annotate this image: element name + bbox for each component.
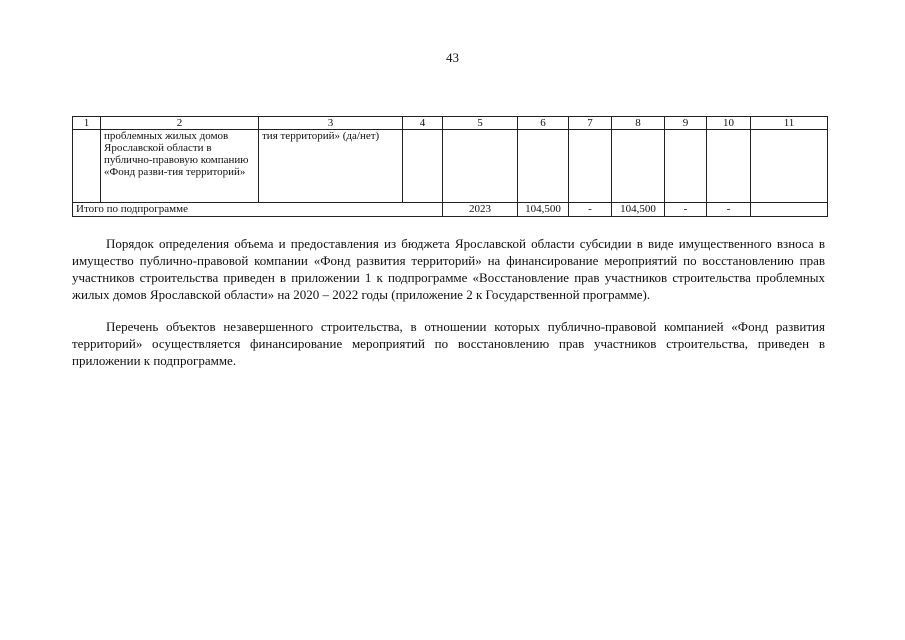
table-header-row [73, 117, 828, 130]
total-col11 [751, 203, 828, 217]
total-col7: - [569, 203, 612, 217]
paragraph-text: Перечень объектов незавершенного строительства, в отношении которых публично-правовой компанией «Фонд развития территорий» осуществляется финансирование мероприятий по восстановлению прав участников строительства, приведен в приложении к подпрограмме. [72, 319, 825, 368]
table-cell [665, 130, 707, 203]
table-cell [707, 130, 751, 203]
paragraph-subsidy-procedure [72, 235, 825, 303]
total-year: 2023 [443, 203, 518, 217]
header-cell: 10 [707, 117, 751, 130]
table-cell [569, 130, 612, 203]
table-cell [403, 130, 443, 203]
header-cell: 8 [612, 117, 665, 130]
header-cell: 3 [259, 117, 403, 130]
header-cell: 6 [518, 117, 569, 130]
table-cell [612, 130, 665, 203]
measure-name-cell: проблемных жилых домов Ярославской области в публично-правовую компанию «Фонд разви-тия территорий» [101, 130, 259, 203]
header-cell: 4 [403, 117, 443, 130]
table-cell [518, 130, 569, 203]
total-row [73, 203, 828, 217]
header-cell: 2 [101, 117, 259, 130]
total-col6: 104,500 [518, 203, 569, 217]
page-number: 43 [446, 50, 459, 65]
total-col10: - [707, 203, 751, 217]
header-cell: 1 [73, 117, 101, 130]
table-cell [443, 130, 518, 203]
total-col9: - [665, 203, 707, 217]
program-table [72, 116, 828, 217]
total-label: Итого по подпрограмме [73, 203, 443, 217]
paragraph-text: Порядок определения объема и предоставления из бюджета Ярославской области субсидии в виде имущественного взноса в имущество публично-правовой компании «Фонд развития территорий» на финансирование мероприятий по восстановлению прав участников строительства приведен в приложении 1 к подпрограмме «Восстановление прав участников строительства проблемных жилых домов Ярославской области» на 2020 – 2022 годы (приложение 2 к Государственной программе). [72, 236, 825, 302]
table-cell [751, 130, 828, 203]
total-col8: 104,500 [612, 203, 665, 217]
paragraph-object-list [72, 318, 825, 369]
header-cell: 11 [751, 117, 828, 130]
table-row [73, 130, 828, 203]
indicator-cell: тия территорий» (да/нет) [259, 130, 403, 203]
header-cell: 9 [665, 117, 707, 130]
header-cell: 5 [443, 117, 518, 130]
header-cell: 7 [569, 117, 612, 130]
table-cell [73, 130, 101, 203]
